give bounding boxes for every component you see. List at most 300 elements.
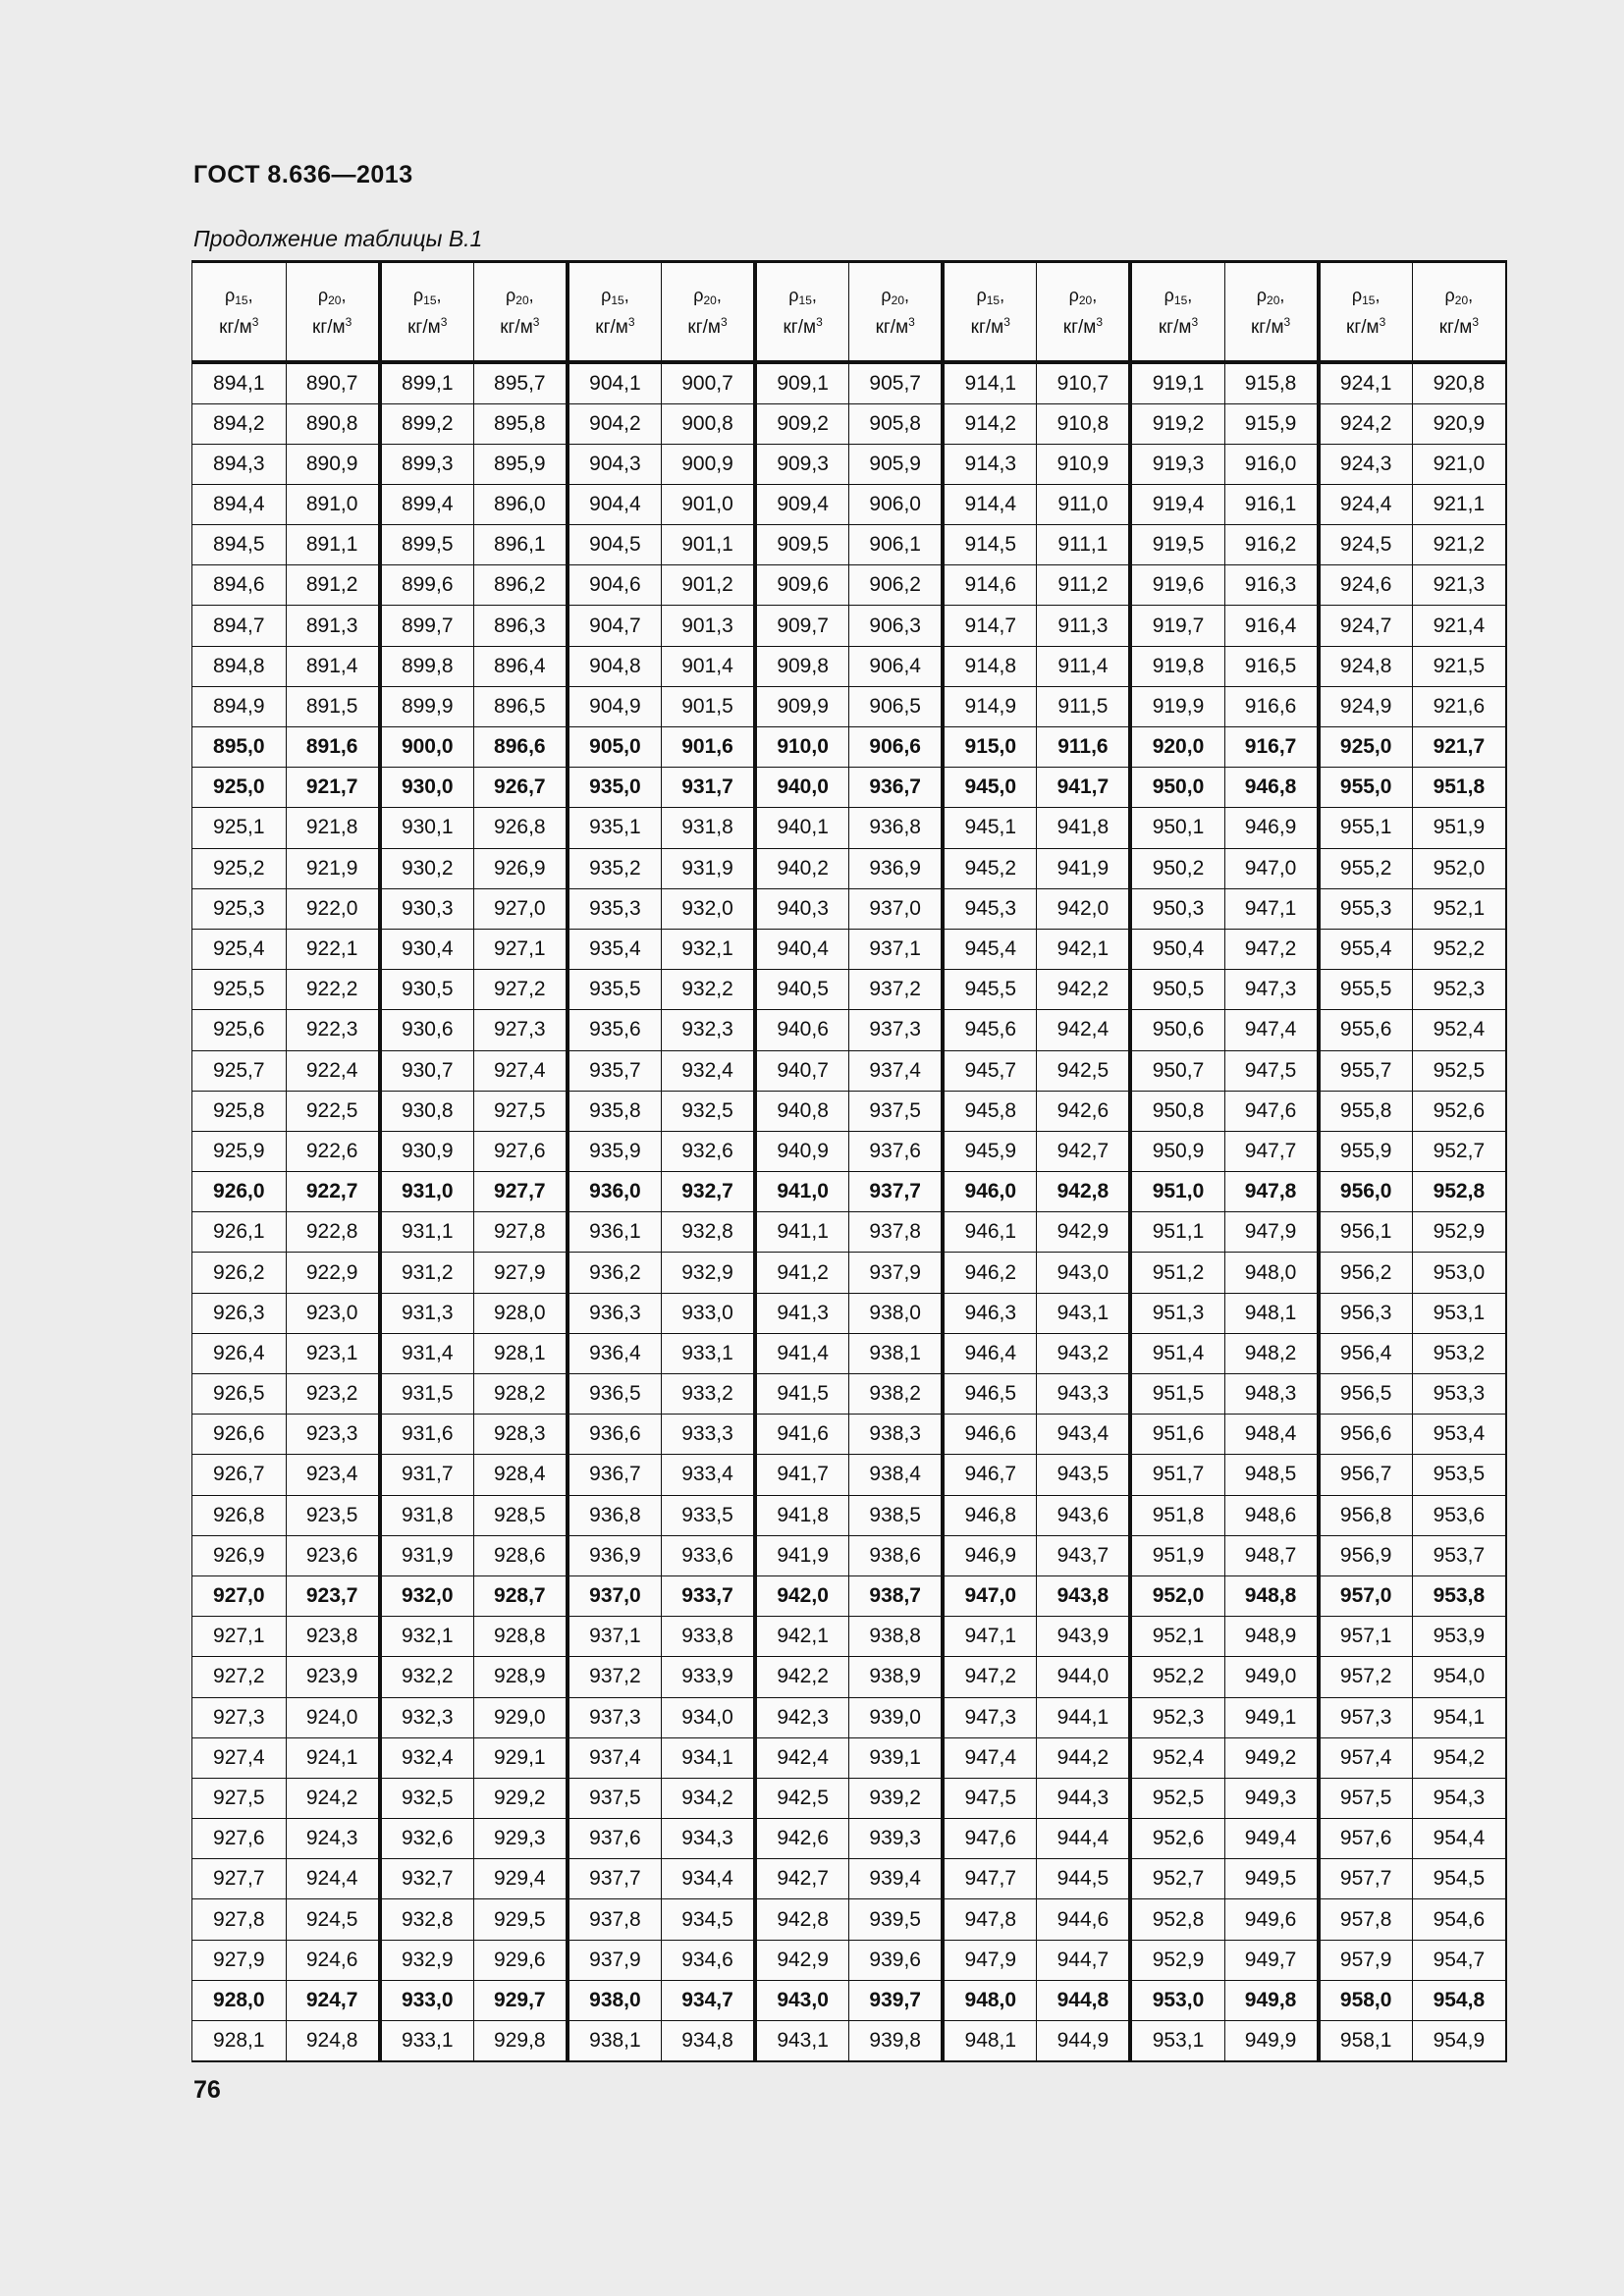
density-unit: $кг/м^3$ — [219, 314, 259, 338]
cell-rho15: 935,3 — [568, 888, 662, 929]
cell-rho15: 946,3 — [943, 1293, 1037, 1333]
cell-rho15: 932,0 — [380, 1575, 474, 1616]
cell-rho15: 940,1 — [755, 808, 849, 848]
cell-rho15: 936,2 — [568, 1253, 662, 1293]
cell-rho20: 937,3 — [849, 1010, 944, 1050]
column-header-rho15 — [943, 262, 1037, 362]
cell-rho15: 914,9 — [943, 686, 1037, 726]
cell-rho15: 957,7 — [1319, 1859, 1413, 1899]
cell-rho15: 932,4 — [380, 1737, 474, 1778]
cell-rho20: 947,4 — [1224, 1010, 1319, 1050]
cell-rho15: 936,0 — [568, 1172, 662, 1212]
cell-rho15: 933,0 — [380, 1980, 474, 2020]
cell-rho20: 937,0 — [849, 888, 944, 929]
density-symbol: $\rho_{20}$, — [506, 285, 534, 307]
cell-rho15: 909,4 — [755, 484, 849, 524]
cell-rho15: 936,8 — [568, 1495, 662, 1535]
cell-rho15: 947,1 — [943, 1617, 1037, 1657]
table-row — [192, 1212, 1507, 1253]
cell-rho15: 950,7 — [1130, 1050, 1224, 1091]
cell-rho20: 906,3 — [849, 606, 944, 646]
cell-rho20: 944,3 — [1037, 1778, 1131, 1818]
cell-rho15: 956,8 — [1319, 1495, 1413, 1535]
cell-rho15: 956,1 — [1319, 1212, 1413, 1253]
cell-rho20: 948,9 — [1224, 1617, 1319, 1657]
cell-rho20: 943,3 — [1037, 1374, 1131, 1415]
cell-rho15: 948,1 — [943, 2021, 1037, 2062]
cell-rho15: 931,7 — [380, 1455, 474, 1495]
cell-rho20: 915,8 — [1224, 362, 1319, 404]
cell-rho20: 927,5 — [473, 1091, 568, 1131]
cell-rho15: 904,4 — [568, 484, 662, 524]
cell-rho15: 905,0 — [568, 727, 662, 768]
cell-rho20: 905,7 — [849, 362, 944, 404]
cell-rho15: 937,7 — [568, 1859, 662, 1899]
cell-rho15: 940,4 — [755, 929, 849, 969]
density-symbol: $\rho_{20}$, — [693, 285, 722, 307]
table-row — [192, 1899, 1507, 1940]
cell-rho15: 946,8 — [943, 1495, 1037, 1535]
table-row — [192, 1495, 1507, 1535]
cell-rho20: 933,7 — [661, 1575, 755, 1616]
cell-rho15: 955,3 — [1319, 888, 1413, 929]
cell-rho15: 904,8 — [568, 646, 662, 686]
cell-rho15: 950,2 — [1130, 848, 1224, 888]
cell-rho15: 942,1 — [755, 1617, 849, 1657]
cell-rho20: 924,5 — [286, 1899, 380, 1940]
cell-rho20: 928,6 — [473, 1535, 568, 1575]
cell-rho15: 935,5 — [568, 970, 662, 1010]
cell-rho20: 954,8 — [1412, 1980, 1506, 2020]
cell-rho20: 952,8 — [1412, 1172, 1506, 1212]
cell-rho15: 894,2 — [192, 403, 287, 444]
cell-rho20: 949,2 — [1224, 1737, 1319, 1778]
cell-rho20: 911,1 — [1037, 525, 1131, 565]
cell-rho15: 933,1 — [380, 2021, 474, 2062]
cell-rho20: 949,3 — [1224, 1778, 1319, 1818]
cell-rho15: 894,5 — [192, 525, 287, 565]
cell-rho15: 950,6 — [1130, 1010, 1224, 1050]
density-unit: $кг/м^3$ — [783, 314, 823, 338]
cell-rho20: 951,8 — [1412, 768, 1506, 808]
cell-rho20: 895,9 — [473, 444, 568, 484]
cell-rho15: 941,0 — [755, 1172, 849, 1212]
cell-rho20: 939,0 — [849, 1697, 944, 1737]
cell-rho15: 926,4 — [192, 1333, 287, 1373]
cell-rho20: 923,2 — [286, 1374, 380, 1415]
cell-rho15: 937,8 — [568, 1899, 662, 1940]
cell-rho15: 927,7 — [192, 1859, 287, 1899]
table-body — [192, 362, 1507, 2062]
cell-rho15: 936,3 — [568, 1293, 662, 1333]
table-row — [192, 929, 1507, 969]
cell-rho15: 930,1 — [380, 808, 474, 848]
cell-rho15: 928,1 — [192, 2021, 287, 2062]
cell-rho15: 955,2 — [1319, 848, 1413, 888]
table-row — [192, 1535, 1507, 1575]
cell-rho15: 946,0 — [943, 1172, 1037, 1212]
cell-rho15: 955,4 — [1319, 929, 1413, 969]
cell-rho15: 945,0 — [943, 768, 1037, 808]
cell-rho20: 952,2 — [1412, 929, 1506, 969]
cell-rho15: 951,5 — [1130, 1374, 1224, 1415]
table-row — [192, 1697, 1507, 1737]
cell-rho15: 909,2 — [755, 403, 849, 444]
cell-rho15: 924,1 — [1319, 362, 1413, 404]
cell-rho15: 946,2 — [943, 1253, 1037, 1293]
cell-rho15: 930,5 — [380, 970, 474, 1010]
table-row — [192, 1657, 1507, 1697]
cell-rho20: 921,7 — [286, 768, 380, 808]
cell-rho15: 956,0 — [1319, 1172, 1413, 1212]
cell-rho20: 929,5 — [473, 1899, 568, 1940]
density-symbol: $\rho_{15}$, — [601, 285, 629, 307]
cell-rho20: 932,1 — [661, 929, 755, 969]
cell-rho15: 925,5 — [192, 970, 287, 1010]
density-symbol: $\rho_{20}$, — [1256, 285, 1285, 307]
cell-rho20: 895,7 — [473, 362, 568, 404]
cell-rho20: 926,7 — [473, 768, 568, 808]
cell-rho20: 953,8 — [1412, 1575, 1506, 1616]
table-row — [192, 1859, 1507, 1899]
cell-rho20: 916,5 — [1224, 646, 1319, 686]
cell-rho20: 953,3 — [1412, 1374, 1506, 1415]
cell-rho15: 941,8 — [755, 1495, 849, 1535]
column-header-rho15 — [192, 262, 287, 362]
cell-rho15: 926,3 — [192, 1293, 287, 1333]
cell-rho20: 916,0 — [1224, 444, 1319, 484]
cell-rho15: 932,2 — [380, 1657, 474, 1697]
cell-rho20: 901,3 — [661, 606, 755, 646]
cell-rho15: 909,5 — [755, 525, 849, 565]
cell-rho20: 922,1 — [286, 929, 380, 969]
cell-rho20: 922,5 — [286, 1091, 380, 1131]
cell-rho15: 904,1 — [568, 362, 662, 404]
cell-rho15: 937,6 — [568, 1819, 662, 1859]
cell-rho20: 932,2 — [661, 970, 755, 1010]
cell-rho15: 941,6 — [755, 1415, 849, 1455]
density-symbol: $\rho_{20}$, — [317, 285, 347, 307]
cell-rho20: 954,2 — [1412, 1737, 1506, 1778]
cell-rho15: 945,2 — [943, 848, 1037, 888]
cell-rho15: 938,0 — [568, 1980, 662, 2020]
cell-rho15: 925,7 — [192, 1050, 287, 1091]
cell-rho20: 923,0 — [286, 1293, 380, 1333]
cell-rho20: 920,9 — [1412, 403, 1506, 444]
cell-rho20: 929,2 — [473, 1778, 568, 1818]
cell-rho15: 945,3 — [943, 888, 1037, 929]
cell-rho20: 942,4 — [1037, 1010, 1131, 1050]
cell-rho20: 916,3 — [1224, 565, 1319, 606]
cell-rho20: 890,9 — [286, 444, 380, 484]
cell-rho20: 924,4 — [286, 1859, 380, 1899]
cell-rho15: 894,7 — [192, 606, 287, 646]
cell-rho20: 922,4 — [286, 1050, 380, 1091]
cell-rho15: 930,8 — [380, 1091, 474, 1131]
density-symbol: $\rho_{20}$, — [881, 285, 910, 307]
table-row — [192, 1737, 1507, 1778]
density-unit: $кг/м^3$ — [312, 314, 352, 338]
cell-rho15: 936,4 — [568, 1333, 662, 1373]
cell-rho20: 944,4 — [1037, 1819, 1131, 1859]
table-row — [192, 2021, 1507, 2062]
table-row — [192, 1455, 1507, 1495]
cell-rho15: 894,8 — [192, 646, 287, 686]
cell-rho15: 899,2 — [380, 403, 474, 444]
table-row — [192, 1940, 1507, 1980]
cell-rho15: 942,3 — [755, 1697, 849, 1737]
cell-rho20: 928,4 — [473, 1455, 568, 1495]
cell-rho20: 952,6 — [1412, 1091, 1506, 1131]
cell-rho15: 956,4 — [1319, 1333, 1413, 1373]
cell-rho15: 909,1 — [755, 362, 849, 404]
cell-rho20: 923,9 — [286, 1657, 380, 1697]
cell-rho20: 938,2 — [849, 1374, 944, 1415]
cell-rho20: 938,6 — [849, 1535, 944, 1575]
cell-rho20: 926,9 — [473, 848, 568, 888]
column-header-rho20 — [1412, 262, 1506, 362]
cell-rho15: 937,5 — [568, 1778, 662, 1818]
cell-rho15: 951,1 — [1130, 1212, 1224, 1253]
cell-rho20: 891,5 — [286, 686, 380, 726]
cell-rho20: 953,4 — [1412, 1415, 1506, 1455]
cell-rho15: 899,6 — [380, 565, 474, 606]
cell-rho20: 949,4 — [1224, 1819, 1319, 1859]
table-row — [192, 1778, 1507, 1818]
cell-rho15: 957,2 — [1319, 1657, 1413, 1697]
cell-rho20: 911,6 — [1037, 727, 1131, 768]
cell-rho20: 947,6 — [1224, 1091, 1319, 1131]
cell-rho15: 942,5 — [755, 1778, 849, 1818]
cell-rho20: 942,2 — [1037, 970, 1131, 1010]
cell-rho15: 926,5 — [192, 1374, 287, 1415]
cell-rho20: 949,9 — [1224, 2021, 1319, 2062]
table-row — [192, 1980, 1507, 2020]
column-header-rho20 — [286, 262, 380, 362]
cell-rho15: 930,2 — [380, 848, 474, 888]
cell-rho15: 914,4 — [943, 484, 1037, 524]
cell-rho20: 953,6 — [1412, 1495, 1506, 1535]
cell-rho20: 934,5 — [661, 1899, 755, 1940]
cell-rho20: 911,2 — [1037, 565, 1131, 606]
cell-rho15: 946,5 — [943, 1374, 1037, 1415]
cell-rho20: 929,7 — [473, 1980, 568, 2020]
cell-rho15: 937,3 — [568, 1697, 662, 1737]
cell-rho20: 954,9 — [1412, 2021, 1506, 2062]
cell-rho15: 945,4 — [943, 929, 1037, 969]
cell-rho15: 919,9 — [1130, 686, 1224, 726]
cell-rho20: 932,8 — [661, 1212, 755, 1253]
cell-rho20: 952,1 — [1412, 888, 1506, 929]
cell-rho20: 916,6 — [1224, 686, 1319, 726]
cell-rho20: 953,7 — [1412, 1535, 1506, 1575]
cell-rho20: 947,9 — [1224, 1212, 1319, 1253]
cell-rho20: 891,2 — [286, 565, 380, 606]
cell-rho20: 947,7 — [1224, 1131, 1319, 1171]
cell-rho20: 944,9 — [1037, 2021, 1131, 2062]
cell-rho20: 948,0 — [1224, 1253, 1319, 1293]
table-row — [192, 565, 1507, 606]
cell-rho20: 931,8 — [661, 808, 755, 848]
cell-rho20: 910,9 — [1037, 444, 1131, 484]
cell-rho15: 942,4 — [755, 1737, 849, 1778]
column-header-rho15 — [1319, 262, 1413, 362]
cell-rho20: 924,3 — [286, 1819, 380, 1859]
cell-rho15: 936,5 — [568, 1374, 662, 1415]
cell-rho15: 925,1 — [192, 808, 287, 848]
cell-rho15: 914,7 — [943, 606, 1037, 646]
cell-rho20: 947,2 — [1224, 929, 1319, 969]
cell-rho15: 894,1 — [192, 362, 287, 404]
table-row — [192, 1374, 1507, 1415]
cell-rho15: 927,0 — [192, 1575, 287, 1616]
cell-rho15: 899,3 — [380, 444, 474, 484]
column-header-rho20 — [473, 262, 568, 362]
cell-rho20: 924,1 — [286, 1737, 380, 1778]
cell-rho20: 937,6 — [849, 1131, 944, 1171]
cell-rho15: 946,1 — [943, 1212, 1037, 1253]
density-symbol: $\rho_{15}$, — [1164, 285, 1193, 307]
cell-rho20: 944,7 — [1037, 1940, 1131, 1980]
cell-rho20: 928,0 — [473, 1293, 568, 1333]
cell-rho20: 936,9 — [849, 848, 944, 888]
cell-rho15: 937,0 — [568, 1575, 662, 1616]
cell-rho20: 920,8 — [1412, 362, 1506, 404]
cell-rho20: 941,8 — [1037, 808, 1131, 848]
cell-rho15: 932,9 — [380, 1940, 474, 1980]
cell-rho20: 944,6 — [1037, 1899, 1131, 1940]
cell-rho20: 911,4 — [1037, 646, 1131, 686]
cell-rho20: 951,9 — [1412, 808, 1506, 848]
cell-rho20: 937,2 — [849, 970, 944, 1010]
cell-rho15: 942,2 — [755, 1657, 849, 1697]
cell-rho20: 932,0 — [661, 888, 755, 929]
cell-rho15: 956,9 — [1319, 1535, 1413, 1575]
table-row — [192, 484, 1507, 524]
density-unit: $кг/м^3$ — [500, 314, 540, 338]
cell-rho20: 948,6 — [1224, 1495, 1319, 1535]
cell-rho20: 927,9 — [473, 1253, 568, 1293]
cell-rho20: 936,8 — [849, 808, 944, 848]
cell-rho20: 896,6 — [473, 727, 568, 768]
cell-rho15: 950,5 — [1130, 970, 1224, 1010]
cell-rho15: 947,5 — [943, 1778, 1037, 1818]
cell-rho20: 936,7 — [849, 768, 944, 808]
cell-rho15: 926,1 — [192, 1212, 287, 1253]
cell-rho15: 909,9 — [755, 686, 849, 726]
cell-rho15: 945,5 — [943, 970, 1037, 1010]
cell-rho20: 910,8 — [1037, 403, 1131, 444]
cell-rho20: 891,4 — [286, 646, 380, 686]
cell-rho20: 933,3 — [661, 1415, 755, 1455]
cell-rho20: 921,0 — [1412, 444, 1506, 484]
cell-rho20: 948,3 — [1224, 1374, 1319, 1415]
cell-rho20: 943,4 — [1037, 1415, 1131, 1455]
cell-rho20: 937,1 — [849, 929, 944, 969]
cell-rho20: 905,8 — [849, 403, 944, 444]
cell-rho15: 915,0 — [943, 727, 1037, 768]
cell-rho20: 933,5 — [661, 1495, 755, 1535]
cell-rho20: 952,4 — [1412, 1010, 1506, 1050]
cell-rho15: 936,9 — [568, 1535, 662, 1575]
cell-rho15: 926,6 — [192, 1415, 287, 1455]
cell-rho15: 925,3 — [192, 888, 287, 929]
cell-rho15: 951,2 — [1130, 1253, 1224, 1293]
cell-rho20: 938,3 — [849, 1415, 944, 1455]
cell-rho20: 942,0 — [1037, 888, 1131, 929]
cell-rho15: 904,7 — [568, 606, 662, 646]
cell-rho15: 946,4 — [943, 1333, 1037, 1373]
cell-rho15: 899,8 — [380, 646, 474, 686]
cell-rho15: 953,0 — [1130, 1980, 1224, 2020]
cell-rho15: 950,4 — [1130, 929, 1224, 969]
table-row — [192, 686, 1507, 726]
cell-rho20: 946,9 — [1224, 808, 1319, 848]
column-header-rho15 — [755, 262, 849, 362]
cell-rho15: 952,9 — [1130, 1940, 1224, 1980]
cell-rho20: 934,0 — [661, 1697, 755, 1737]
cell-rho15: 931,4 — [380, 1333, 474, 1373]
cell-rho15: 935,0 — [568, 768, 662, 808]
cell-rho20: 948,1 — [1224, 1293, 1319, 1333]
cell-rho20: 921,5 — [1412, 646, 1506, 686]
density-table — [191, 260, 1507, 2062]
cell-rho20: 927,1 — [473, 929, 568, 969]
table-row — [192, 1415, 1507, 1455]
cell-rho20: 933,6 — [661, 1535, 755, 1575]
cell-rho20: 891,6 — [286, 727, 380, 768]
table-row — [192, 1010, 1507, 1050]
cell-rho20: 932,6 — [661, 1131, 755, 1171]
cell-rho20: 943,0 — [1037, 1253, 1131, 1293]
cell-rho15: 894,3 — [192, 444, 287, 484]
cell-rho15: 927,6 — [192, 1819, 287, 1859]
cell-rho15: 904,9 — [568, 686, 662, 726]
cell-rho20: 921,4 — [1412, 606, 1506, 646]
cell-rho20: 932,5 — [661, 1091, 755, 1131]
density-unit: $кг/м^3$ — [1346, 314, 1386, 338]
cell-rho15: 926,0 — [192, 1172, 287, 1212]
cell-rho15: 947,0 — [943, 1575, 1037, 1616]
cell-rho20: 932,4 — [661, 1050, 755, 1091]
density-unit: $кг/м^3$ — [407, 314, 448, 338]
cell-rho15: 936,1 — [568, 1212, 662, 1253]
cell-rho15: 914,8 — [943, 646, 1037, 686]
cell-rho20: 928,2 — [473, 1374, 568, 1415]
cell-rho20: 947,1 — [1224, 888, 1319, 929]
cell-rho15: 932,8 — [380, 1899, 474, 1940]
cell-rho20: 916,2 — [1224, 525, 1319, 565]
cell-rho15: 909,6 — [755, 565, 849, 606]
cell-rho15: 931,5 — [380, 1374, 474, 1415]
cell-rho15: 950,9 — [1130, 1131, 1224, 1171]
cell-rho20: 927,6 — [473, 1131, 568, 1171]
cell-rho20: 927,8 — [473, 1212, 568, 1253]
cell-rho20: 949,8 — [1224, 1980, 1319, 2020]
cell-rho15: 952,3 — [1130, 1697, 1224, 1737]
cell-rho20: 901,5 — [661, 686, 755, 726]
cell-rho20: 939,2 — [849, 1778, 944, 1818]
cell-rho20: 938,0 — [849, 1293, 944, 1333]
cell-rho15: 955,5 — [1319, 970, 1413, 1010]
cell-rho20: 949,1 — [1224, 1697, 1319, 1737]
cell-rho20: 929,8 — [473, 2021, 568, 2062]
cell-rho20: 934,3 — [661, 1819, 755, 1859]
cell-rho20: 948,8 — [1224, 1575, 1319, 1616]
cell-rho20: 924,0 — [286, 1697, 380, 1737]
cell-rho20: 953,9 — [1412, 1617, 1506, 1657]
cell-rho20: 901,0 — [661, 484, 755, 524]
